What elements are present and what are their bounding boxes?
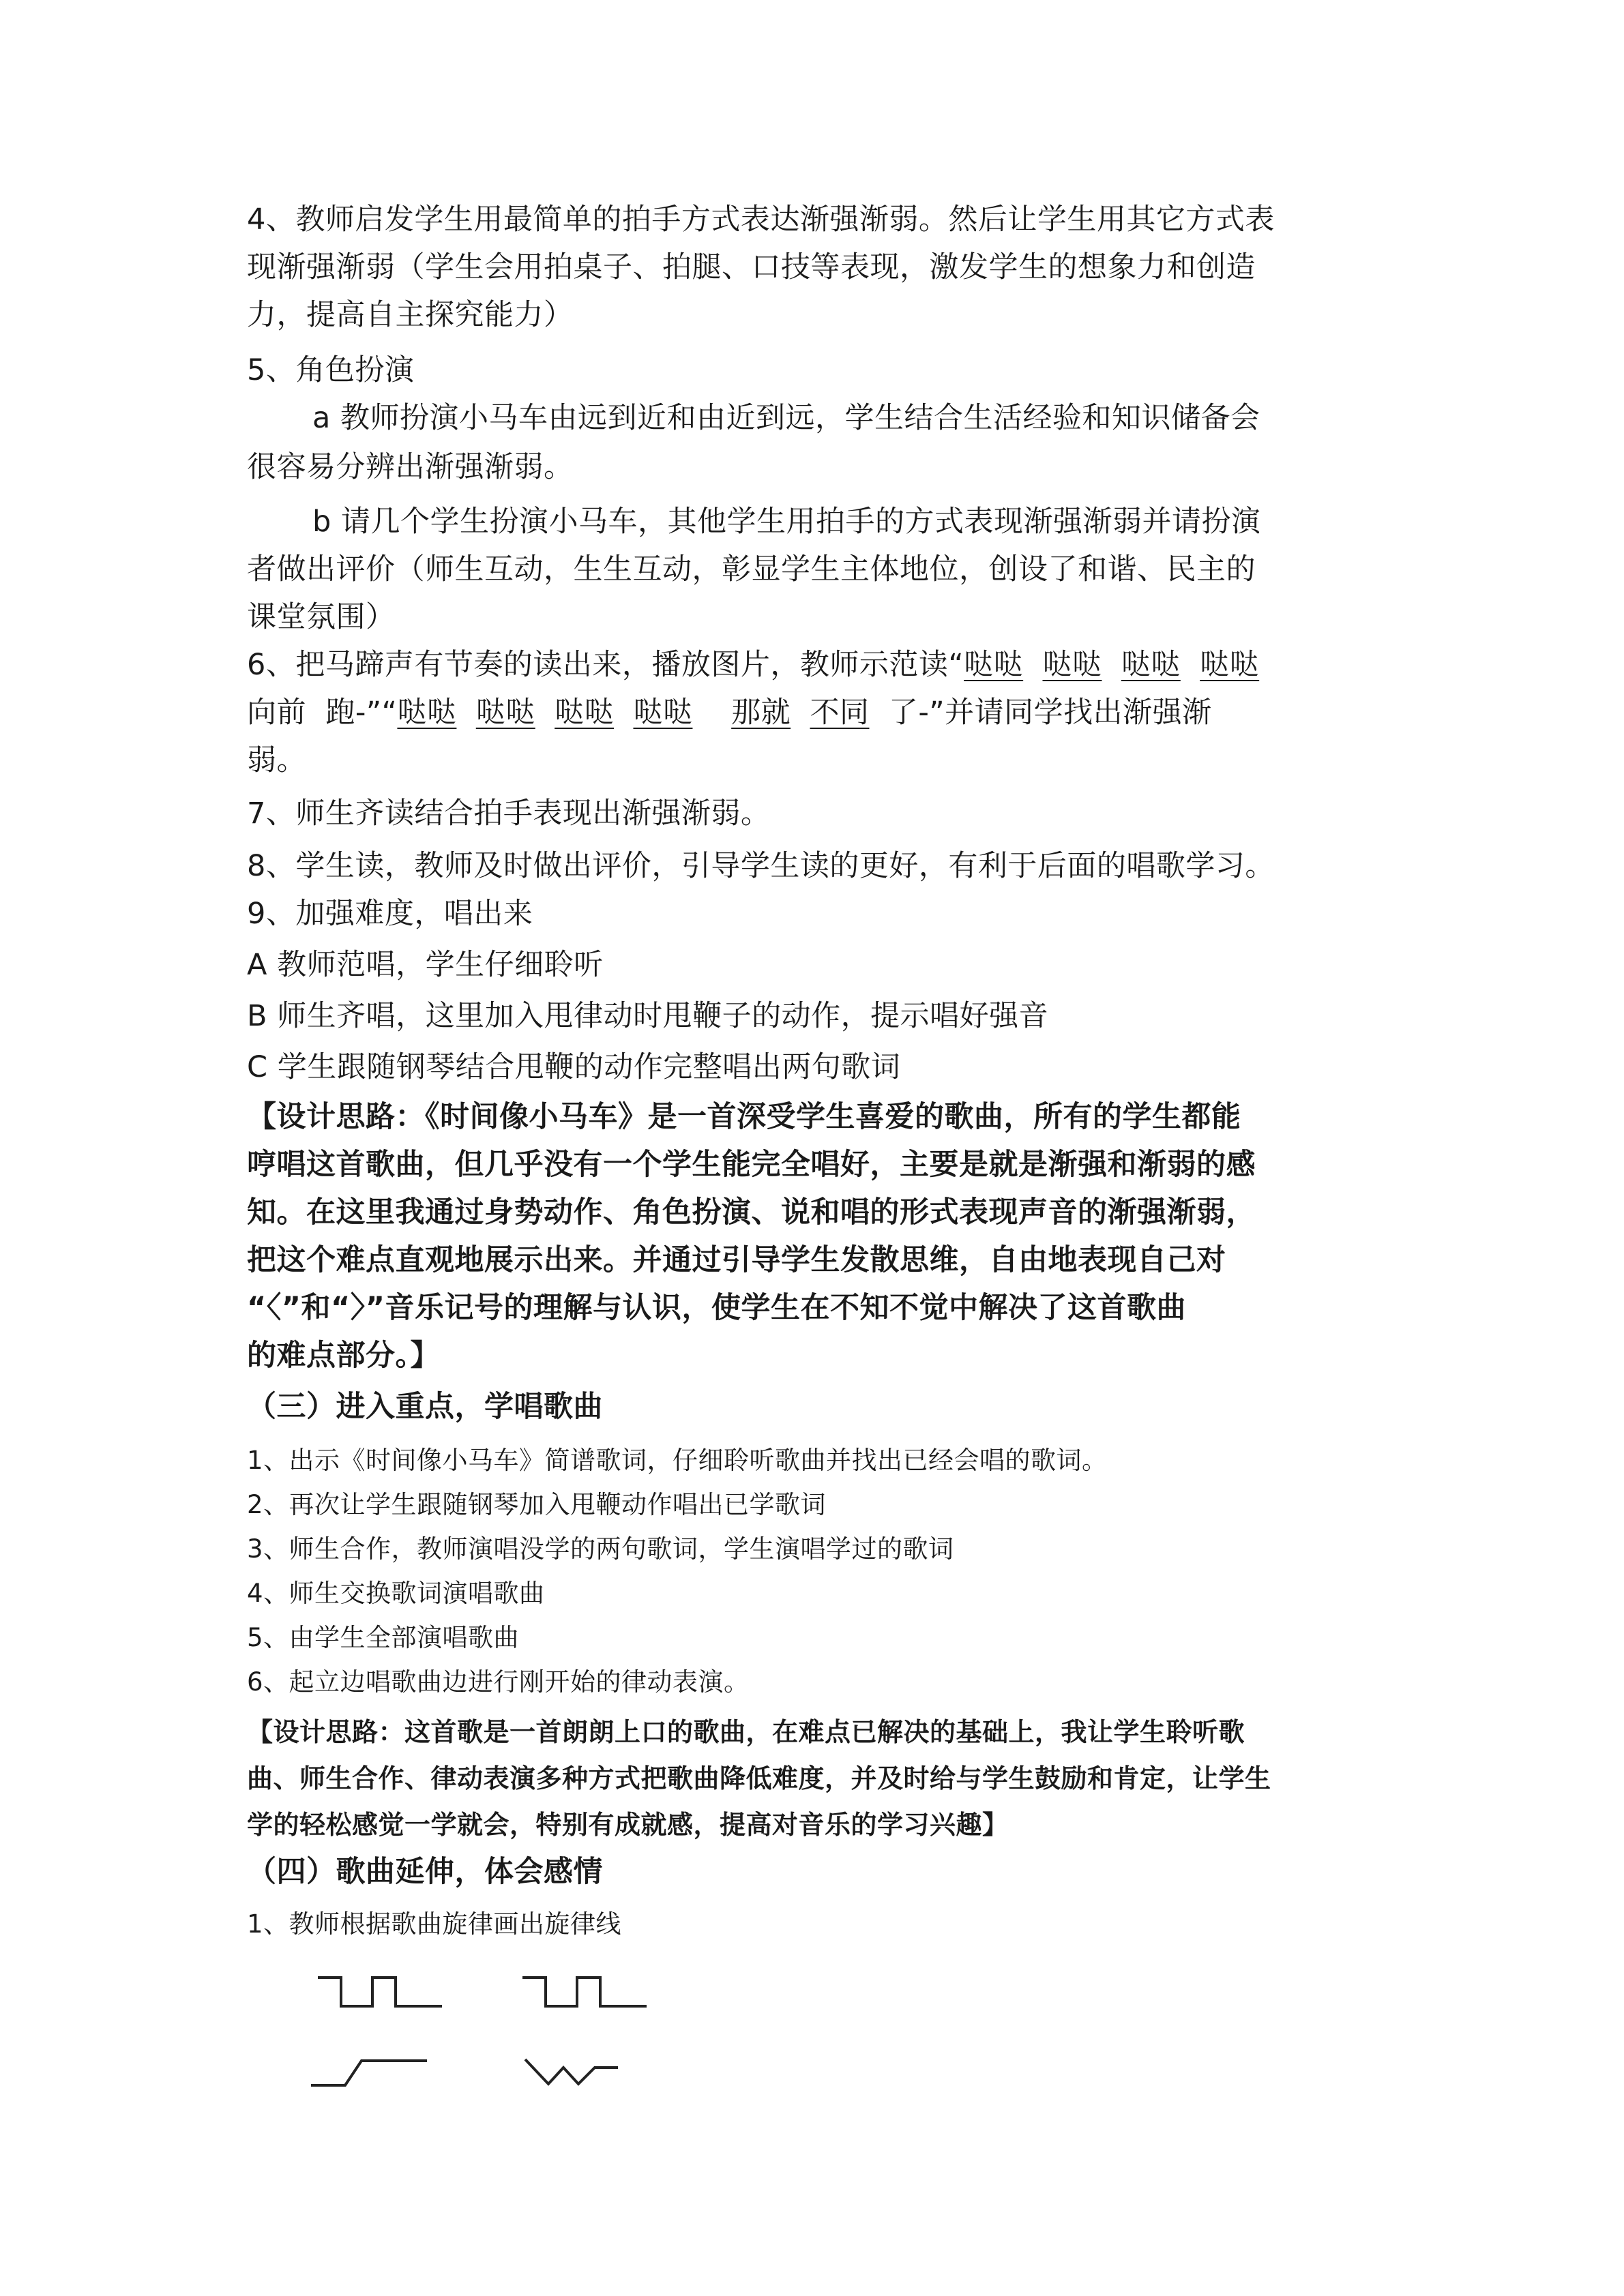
section-3-item-4: 4、师生交换歌词演唱歌曲 xyxy=(247,1579,545,1608)
paragraph-9-title: 9、加强难度，唱出来 xyxy=(247,897,533,931)
paragraph-5b-line-2: 者做出评价（师生互动，生生互动，彰显学生主体地位，创设了和谐、民主的 xyxy=(247,552,1256,586)
paragraph-9b: B 师生齐唱，这里加入甩律动时甩鞭子的动作，提示唱好强音 xyxy=(247,999,1049,1033)
section-4-heading: （四）歌曲延伸，体会感情 xyxy=(247,1855,603,1889)
paragraph-6-line-1 xyxy=(247,644,1259,685)
design-note-1-line-6: 的难点部分。】 xyxy=(247,1339,440,1373)
paragraph-9c: C 学生跟随钢琴结合甩鞭的动作完整唱出两句歌词 xyxy=(247,1050,901,1084)
lyric-word: 那就 xyxy=(731,696,791,730)
section-4-item-1: 1、教师根据歌曲旋律画出旋律线 xyxy=(247,1909,622,1939)
paragraph-4-line-3: 力，提高自主探究能力） xyxy=(247,298,574,332)
melody-line-2 xyxy=(522,1978,647,2006)
paragraph-7: 7、师生齐读结合拍手表现出渐强渐弱。 xyxy=(247,796,771,831)
paragraph-6-tail: 了-”并请同学找出渐强渐 xyxy=(888,696,1212,730)
paragraph-6-line-2 xyxy=(247,692,1212,733)
lyric-word: 向前 xyxy=(247,696,306,730)
paragraph-5b-line-1: b 请几个学生扮演小马车，其他学生用拍手的方式表现渐强渐弱并请扮演 xyxy=(312,505,1261,539)
horse-sound-word: 哒哒 xyxy=(1042,648,1102,682)
horse-sound-word: 哒哒 xyxy=(964,648,1024,682)
design-note-1-line-3: 知。在这里我通过身势动作、角色扮演、说和唱的形式表现声音的渐强渐弱， xyxy=(247,1195,1256,1229)
horse-sound-word: 哒哒 xyxy=(633,696,693,730)
melody-line-3 xyxy=(311,2061,427,2085)
paragraph-5a-line-1: a 教师扮演小马车由远到近和由近到远，学生结合生活经验和知识储备会 xyxy=(312,401,1260,435)
horse-sound-word: 哒哒 xyxy=(555,696,615,730)
lyric-word: 不同 xyxy=(810,696,870,730)
design-note-2-line-2: 曲、师生合作、律动表演多种方式把歌曲降低难度，并及时给与学生鼓励和肯定，让学生 xyxy=(247,1763,1271,1793)
section-3-item-5: 5、由学生全部演唱歌曲 xyxy=(247,1623,520,1652)
paragraph-5a-line-2: 很容易分辨出渐强渐弱。 xyxy=(247,450,574,484)
section-3-item-6: 6、起立边唱歌曲边进行刚开始的律动表演。 xyxy=(247,1667,750,1697)
paragraph-6-line-3: 弱。 xyxy=(247,743,306,777)
paragraph-6-intro: 6、把马蹄声有节奏的读出来，播放图片，教师示范读“ xyxy=(247,648,964,682)
design-note-1-line-4: 把这个难点直观地展示出来。并通过引导学生发散思维，自由地表现自己对 xyxy=(247,1243,1226,1277)
horse-sound-word: 哒哒 xyxy=(475,696,535,730)
horse-sound-word: 哒哒 xyxy=(1121,648,1181,682)
lyric-word: 跑-”“ xyxy=(325,696,398,730)
paragraph-4-line-1: 4、教师启发学生用最简单的拍手方式表达渐强渐弱。然后让学生用其它方式表 xyxy=(247,203,1275,237)
section-3-item-1: 1、出示《时间像小马车》简谱歌词，仔细聆听歌曲并找出已经会唱的歌词。 xyxy=(247,1446,1108,1475)
melody-line-4 xyxy=(525,2059,618,2084)
paragraph-8: 8、学生读，教师及时做出评价，引导学生读的更好，有利于后面的唱歌学习。 xyxy=(247,849,1275,883)
melody-line-1 xyxy=(318,1978,442,2006)
paragraph-9a: A 教师范唱，学生仔细聆听 xyxy=(247,948,604,982)
design-note-1-line-2: 哼唱这首歌曲，但几乎没有一个学生能完全唱好，主要是就是渐强和渐弱的感 xyxy=(247,1148,1256,1182)
design-note-1-line-5: “〈”和“〉”音乐记号的理解与认识，使学生在不知不觉中解决了这首歌曲 xyxy=(247,1291,1187,1325)
paragraph-5-title: 5、角色扮演 xyxy=(247,353,415,387)
horse-sound-word: 哒哒 xyxy=(1200,648,1260,682)
paragraph-4-line-2: 现渐强渐弱（学生会用拍桌子、拍腿、口技等表现，激发学生的想象力和创造 xyxy=(247,250,1256,284)
design-note-2-line-1: 【设计思路：这首歌是一首朗朗上口的歌曲，在难点已解决的基础上，我让学生聆听歌 xyxy=(247,1717,1245,1747)
design-note-1-line-1: 【设计思路：《时间像小马车》是一首深受学生喜爱的歌曲，所有的学生都能 xyxy=(247,1100,1241,1134)
melody-line-diagram xyxy=(300,1964,682,2121)
section-3-heading: （三）进入重点，学唱歌曲 xyxy=(247,1390,603,1424)
horse-sound-word: 哒哒 xyxy=(397,696,457,730)
design-note-2-line-3: 学的轻松感觉一学就会，特别有成就感，提高对音乐的学习兴趣】 xyxy=(247,1810,1009,1840)
paragraph-5b-line-3: 课堂氛围） xyxy=(247,600,396,634)
section-3-item-2: 2、再次让学生跟随钢琴加入甩鞭动作唱出已学歌词 xyxy=(247,1490,827,1519)
section-3-item-3: 3、师生合作，教师演唱没学的两句歌词，学生演唱学过的歌词 xyxy=(247,1534,954,1564)
